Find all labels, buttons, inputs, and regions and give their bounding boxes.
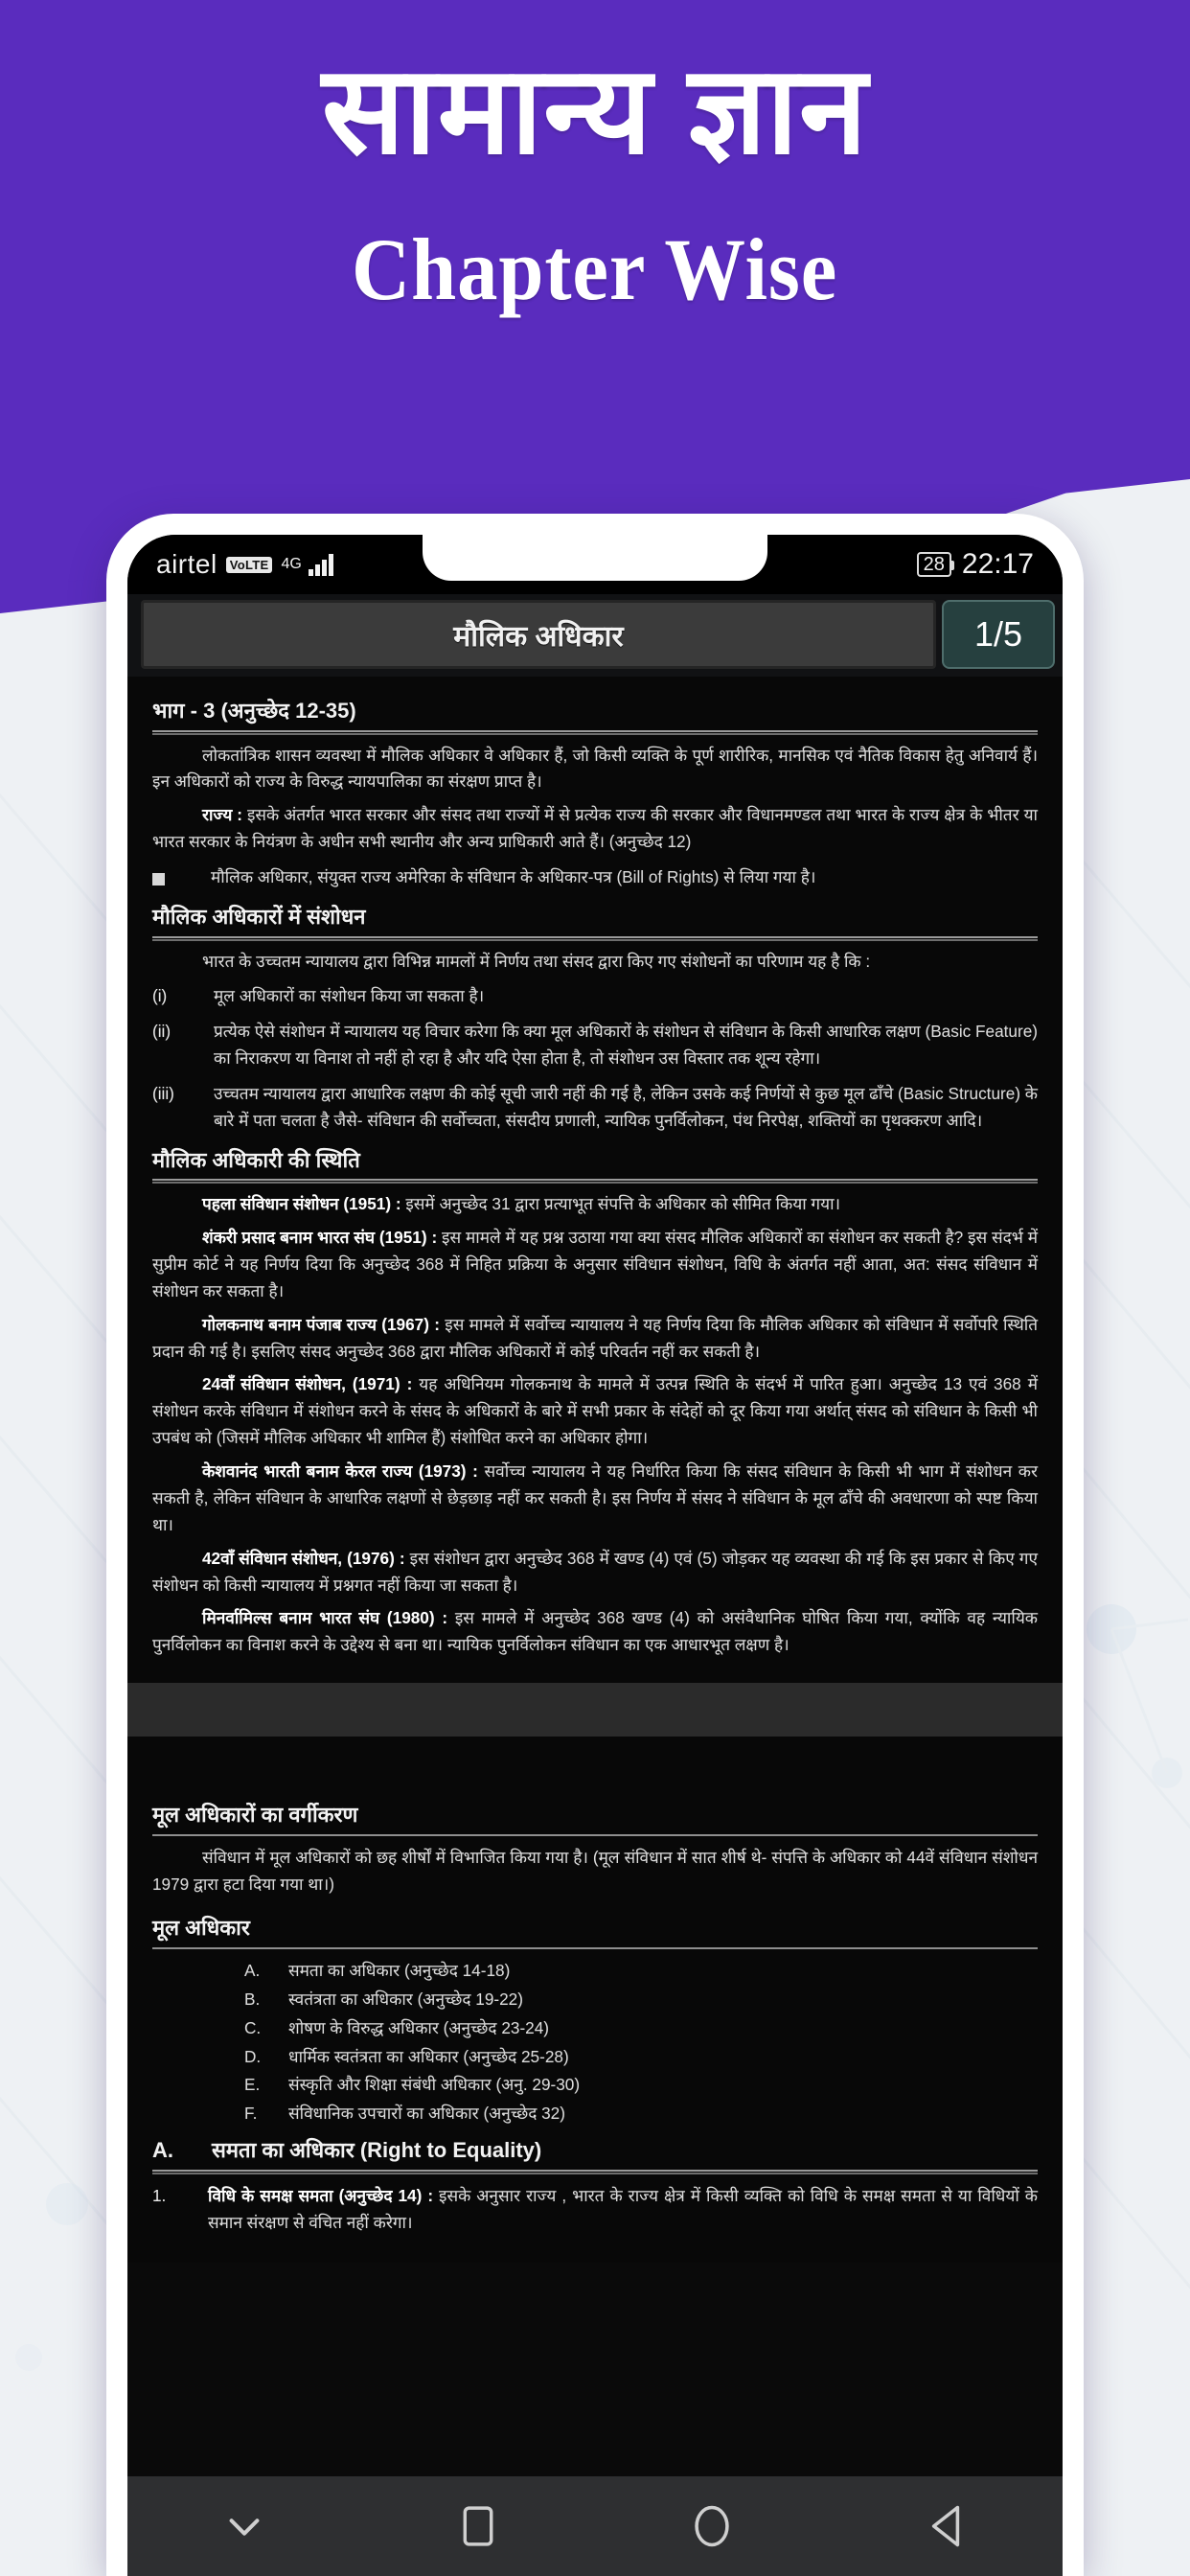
list-item-text: मूल अधिकारों का संशोधन किया जा सकता है। xyxy=(214,986,485,1006)
list-item xyxy=(244,2044,1038,2071)
document-title[interactable]: मौलिक अधिकार xyxy=(141,600,936,669)
recents-square-icon xyxy=(458,2503,498,2549)
list-item-marker: (ii) xyxy=(152,1022,172,1042)
square-bullet-icon xyxy=(152,873,165,886)
section-heading-fundamental-rights: मूल अधिकार xyxy=(152,1916,250,1941)
document-page-2 xyxy=(127,1736,1063,2262)
list-item-text: प्रत्येक ऐसे संशोधन में न्यायालय यह विचार करेगा कि क्या मूल अधिकारों के संशोधन से संविधान के किसी आधारिक लक्षण (Basic Feature) का निराकरण या विनाश तो नहीं हो रहा है और यदि ऐसा होता है, तो संशोधन उस विस्तार तक शून्य रहेगा। xyxy=(214,1022,1038,1069)
list-item xyxy=(152,2183,1038,2237)
list-item-marker: (i) xyxy=(152,986,168,1006)
case-entry xyxy=(152,1546,1038,1599)
case-text: इस संशोधन द्वारा अनुच्छेद 368 में खण्ड (4) एवं (5) जोड़कर यह व्यवस्था की गई कि इस प्रकार से किए गए संशोधन को किसी न्यायालय में प्रश्नगत नहीं किया जा सकता है। xyxy=(152,1548,1038,1595)
list-item-text: मौलिक अधिकार, संयुक्त राज्य अमेरिका के संविधान के अधिकार-पत्र (Bill of Rights) से लिया गया है। xyxy=(211,867,816,887)
list-item-marker: F. xyxy=(244,2104,258,2124)
case-lead: गोलकनाथ बनाम पंजाब राज्य (1967) : xyxy=(202,1314,440,1334)
paragraph-lead: राज्य : xyxy=(202,805,242,825)
list-item-marker: B. xyxy=(244,1989,261,2009)
section-heading-classification: मूल अधिकारों का वर्गीकरण xyxy=(152,1803,358,1828)
list-item-marker: A. xyxy=(244,1961,261,1981)
case-text: इस मामले में अनुच्छेद 368 खण्ड (4) को असंवैधानिक घोषित किया गया, क्योंकि वह न्यायिक पुनर्विलोकन का विनाश करने के उद्देश्य से बना था। न्यायिक पुनर्विलोकन संविधान का एक आधारभूत लक्षण है। xyxy=(152,1608,1038,1655)
list-item xyxy=(244,1987,1038,2013)
case-entry xyxy=(152,1371,1038,1452)
signal-bars-icon xyxy=(309,553,333,576)
chevron-down-icon xyxy=(222,2504,266,2548)
battery-icon: 28 xyxy=(917,552,951,577)
list-item xyxy=(152,1081,1038,1135)
recents-button[interactable] xyxy=(421,2476,536,2576)
page-title: सामान्य ज्ञान xyxy=(321,42,869,179)
divider xyxy=(152,936,1038,941)
case-entry xyxy=(152,1191,1038,1218)
case-lead: 24वाँ संविधान संशोधन, (1971) : xyxy=(202,1374,413,1394)
subsection-marker: A. xyxy=(152,2138,173,2163)
divider xyxy=(152,1947,1038,1950)
case-text: इस मामले में यह प्रश्न उठाया गया क्या संसद मौलिक अधिकारों का संशोधन कर सकती है? इस संदर्भ में सुप्रीम कोर्ट ने यह निर्णय दिया कि अनुच्छेद 368 में निहित प्रक्रिया के अनुसार संविधान संशोधन, विधि के अंतर्गत नहीं आता, अत: संसद संविधान में संशोधन कर सकता है। xyxy=(152,1228,1038,1300)
list-item xyxy=(244,1958,1038,1985)
list-item-lead: विधि के समक्ष समता (अनुच्छेद 14) : xyxy=(208,2185,434,2205)
case-text: इस मामले में सर्वोच्च न्यायालय ने यह निर्णय दिया कि मौलिक अधिकार को संविधान में सर्वोपरि स्थिति प्रदान की गई है। इसलिए संसद अनुच्छेद 368 द्वारा मौलिक अधिकारों में कोई परिवर्तन नहीं कर सकती है। xyxy=(152,1314,1038,1361)
list-item-text: धार्मिक स्वतंत्रता का अधिकार (अनुच्छेद 25-28) xyxy=(288,2046,569,2066)
page-subtitle: Chapter Wise xyxy=(352,219,838,318)
clock-label: 22:17 xyxy=(961,548,1034,580)
android-navigation-bar xyxy=(127,2476,1063,2576)
document-page-1 xyxy=(127,677,1063,1683)
list-item-text: समता का अधिकार (अनुच्छेद 14-18) xyxy=(288,1961,511,1981)
list-item-marker: D. xyxy=(244,2046,262,2066)
list-item-body: इसके अनुसार राज्य , भारत के राज्य क्षेत्र में किसी व्यक्ति को विधि के समक्ष समता से या विधियों के समान संरक्षण से वंचित नहीं करेगा। xyxy=(208,2185,1038,2232)
home-button[interactable] xyxy=(654,2476,769,2576)
case-entry xyxy=(152,1225,1038,1305)
status-bar-left xyxy=(156,549,333,580)
case-lead: मिनर्वामिल्स बनाम भारत संघ (1980) : xyxy=(202,1608,448,1628)
case-text: यह अधिनियम गोलकनाथ के मामले में उत्पन्न स्थिति के संदर्भ में पारित हुआ। अनुच्छेद 13 एवं 368 में संशोधन करके संविधान में संशोधन करने के संसद के अधिकारों के बारे में सभी प्रकार के संदेहों को दूर किया गया अर्थात् संसद को संविधान के किसी भी उपबंध को (जिसमें मौलिक अधिकार भी शामिल हैं) संशोधित करने का अधिकार होगा। xyxy=(152,1374,1038,1448)
page-indicator[interactable]: 1/5 xyxy=(942,600,1055,669)
list-item-text xyxy=(208,2183,1038,2237)
case-entry xyxy=(152,1605,1038,1659)
list-item-text: शोषण के विरुद्ध अधिकार (अनुच्छेद 23-24) xyxy=(288,2017,550,2037)
list-item-marker: 1. xyxy=(152,2185,167,2205)
list-item-marker: C. xyxy=(244,2017,262,2037)
list-item-marker: E. xyxy=(244,2075,261,2095)
case-lead: केशवानंद भारती बनाम केरल राज्य (1973) : xyxy=(202,1461,478,1482)
paragraph: संविधान में मूल अधिकारों को छह शीर्षों में विभाजित किया गया है। (मूल संविधान में सात शीर्ष थे- संपत्ति के अधिकार को 44वें संविधान संशोधन 1979 द्वारा हटा दिया गया था।) xyxy=(152,1847,1038,1894)
divider xyxy=(152,1834,1038,1837)
status-bar xyxy=(127,535,1063,594)
paragraph: लोकतांत्रिक शासन व्यवस्था में मौलिक अधिकार वे अधिकार हैं, जो किसी व्यक्ति के पूर्ण शारीरिक, मानसिक एवं नैतिक विकास हेतु अनिवार्य हैं। इन अधिकारों को राज्य के विरुद्ध न्यायपालिका का संरक्षण प्राप्त है। xyxy=(152,745,1038,792)
list-item xyxy=(244,2015,1038,2042)
status-bar-right xyxy=(917,548,1034,581)
back-triangle-icon xyxy=(924,2502,968,2550)
list-item xyxy=(244,2101,1038,2128)
list-item-text: स्वतंत्रता का अधिकार (अनुच्छेद 19-22) xyxy=(288,1989,523,2009)
section-heading-part3: भाग - 3 (अनुच्छेद 12-35) xyxy=(152,699,356,723)
section-heading-amendments: मौलिक अधिकारों में संशोधन xyxy=(152,904,366,929)
back-button[interactable] xyxy=(888,2476,1003,2576)
divider xyxy=(152,2170,1038,2174)
case-text: सर्वोच्च न्यायालय ने यह निर्धारित किया कि संसद संविधान के किसी भी भाग में संशोधन कर सकती है, लेकिन संविधान के आधारिक लक्षणों से छेड़छाड़ नहीं कर सकती है। इस निर्णय में संसद ने संविधान के मूल ढाँचे की अवधारणा को स्पष्ट किया था। xyxy=(152,1461,1038,1534)
carrier-label: airtel xyxy=(156,549,217,579)
divider xyxy=(152,730,1038,735)
network-type-label: 4G xyxy=(281,556,302,572)
list-item-text: संविधानिक उपचारों का अधिकार (अनुच्छेद 32) xyxy=(288,2104,565,2124)
screen-notch xyxy=(423,535,767,581)
case-entry xyxy=(152,1459,1038,1539)
page-separator xyxy=(127,1683,1063,1736)
subsection-heading xyxy=(152,2133,1038,2168)
paragraph-state xyxy=(152,802,1038,856)
divider xyxy=(152,1179,1038,1184)
list-item xyxy=(152,864,1038,891)
phone-screen xyxy=(127,535,1063,2576)
promo-headline xyxy=(0,0,1190,537)
case-lead: 42वाँ संविधान संशोधन, (1976) : xyxy=(202,1548,405,1568)
list-item-text: संस्कृति और शिक्षा संबंधी अधिकार (अनु. 29-30) xyxy=(288,2075,581,2095)
case-lead: शंकरी प्रसाद बनाम भारत संघ (1951) : xyxy=(202,1228,438,1248)
list-item xyxy=(152,1019,1038,1072)
case-entry xyxy=(152,1312,1038,1366)
paragraph-text: इसके अंतर्गत भारत सरकार और संसद तथा राज्यों में से प्रत्येक राज्य की सरकार और विधानमण्डल तथा भारत के राज्य क्षेत्र के भीतर या भारत सरकार के नियंत्रण के अधीन सभी स्थानीय और अन्य प्राधिकारी आते हैं। (अनुच्छेद 12) xyxy=(152,805,1038,852)
subsection-title: समता का अधिकार (Right to Equality) xyxy=(212,2138,542,2163)
hide-keyboard-button[interactable] xyxy=(187,2476,302,2576)
list-item-text: उच्चतम न्यायालय द्वारा आधारिक लक्षण की कोई सूची जारी नहीं की गई है, लेकिन उसके कई निर्णयों से कुछ मूल ढाँचे (Basic Structure) के बारे में पता चलता है जैसे- संविधान की सर्वोच्चता, संसदीय प्रणाली, न्यायिक पुनर्विलोकन, पंथ निरपेक्ष, शक्तियों का पृथक्करण आदि। xyxy=(214,1083,1038,1130)
app-header xyxy=(127,594,1063,677)
home-circle-icon xyxy=(690,2502,734,2550)
list-item xyxy=(244,2072,1038,2099)
list-item-marker: (iii) xyxy=(152,1083,174,1103)
case-text: इसमें अनुच्छेद 31 द्वारा प्रत्याभूत संपत्ति के अधिकार को सीमित किया गया। xyxy=(400,1194,841,1214)
case-lead: पहला संविधान संशोधन (1951) : xyxy=(202,1194,401,1214)
list-item xyxy=(152,983,1038,1010)
rights-list xyxy=(244,1958,1038,2128)
phone-mockup xyxy=(106,514,1084,2576)
paragraph: भारत के उच्चतम न्यायालय द्वारा विभिन्न मामलों में निर्णय तथा संसद द्वारा किए गए संशोधनों का परिणाम यह है कि : xyxy=(202,951,871,971)
section-heading-status: मौलिक अधिकारी की स्थिति xyxy=(152,1147,360,1172)
volte-icon: VoLTE xyxy=(226,557,273,573)
